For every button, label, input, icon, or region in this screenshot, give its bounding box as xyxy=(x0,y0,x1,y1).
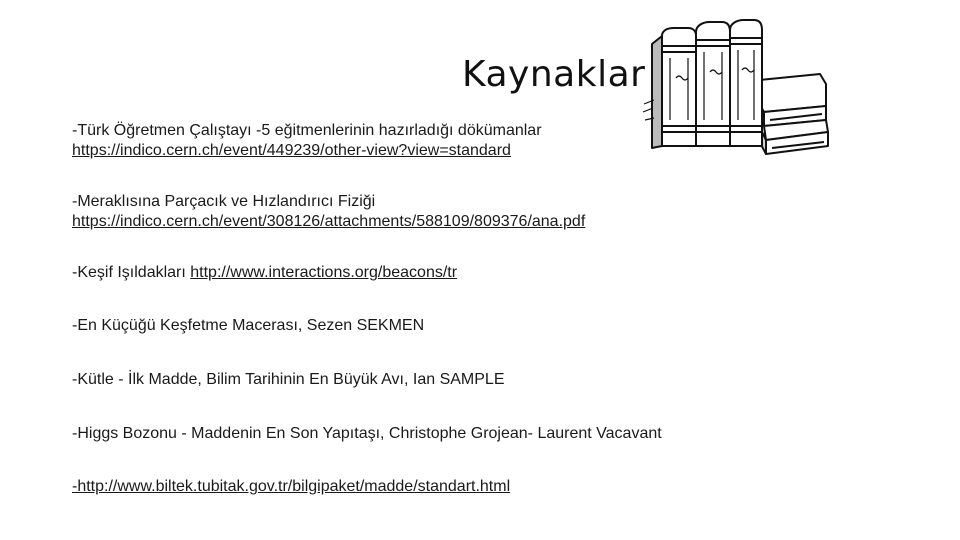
reference-item xyxy=(72,263,457,283)
reference-text: -Türk Öğretmen Çalıştayı -5 eğitmenlerinin hazırladığı dökümanlar xyxy=(72,122,542,139)
books-icon xyxy=(640,8,830,158)
reference-link[interactable]: http://www.interactions.org/beacons/tr xyxy=(190,264,458,281)
reference-item xyxy=(72,316,424,336)
reference-link[interactable]: https://indico.cern.ch/event/449239/other-view?view=standard xyxy=(72,142,511,159)
reference-text: -Meraklısına Parçacık ve Hızlandırıcı Fiziği xyxy=(72,193,376,210)
reference-text: -En Küçüğü Keşfetme Macerası, Sezen SEKMEN xyxy=(72,317,425,334)
reference-item xyxy=(72,370,505,390)
page-title: Kaynaklar xyxy=(462,54,646,95)
reference-text: -Kütle - İlk Madde, Bilim Tarihinin En Büyük Avı, Ian SAMPLE xyxy=(72,371,505,388)
reference-item xyxy=(72,121,542,161)
reference-item xyxy=(72,477,510,497)
reference-text: -Higgs Bozonu - Maddenin En Son Yapıtaşı, Christophe Grojean- Laurent Vacavant xyxy=(72,425,662,442)
reference-link[interactable]: -http://www.biltek.tubitak.gov.tr/bilgipaket/madde/standart.html xyxy=(72,478,511,495)
reference-link[interactable]: https://indico.cern.ch/event/308126/attachments/588109/809376/ana.pdf xyxy=(72,213,586,230)
reference-item xyxy=(72,192,585,232)
reference-text: -Keşif Işıldakları xyxy=(72,264,191,281)
reference-item xyxy=(72,424,662,444)
